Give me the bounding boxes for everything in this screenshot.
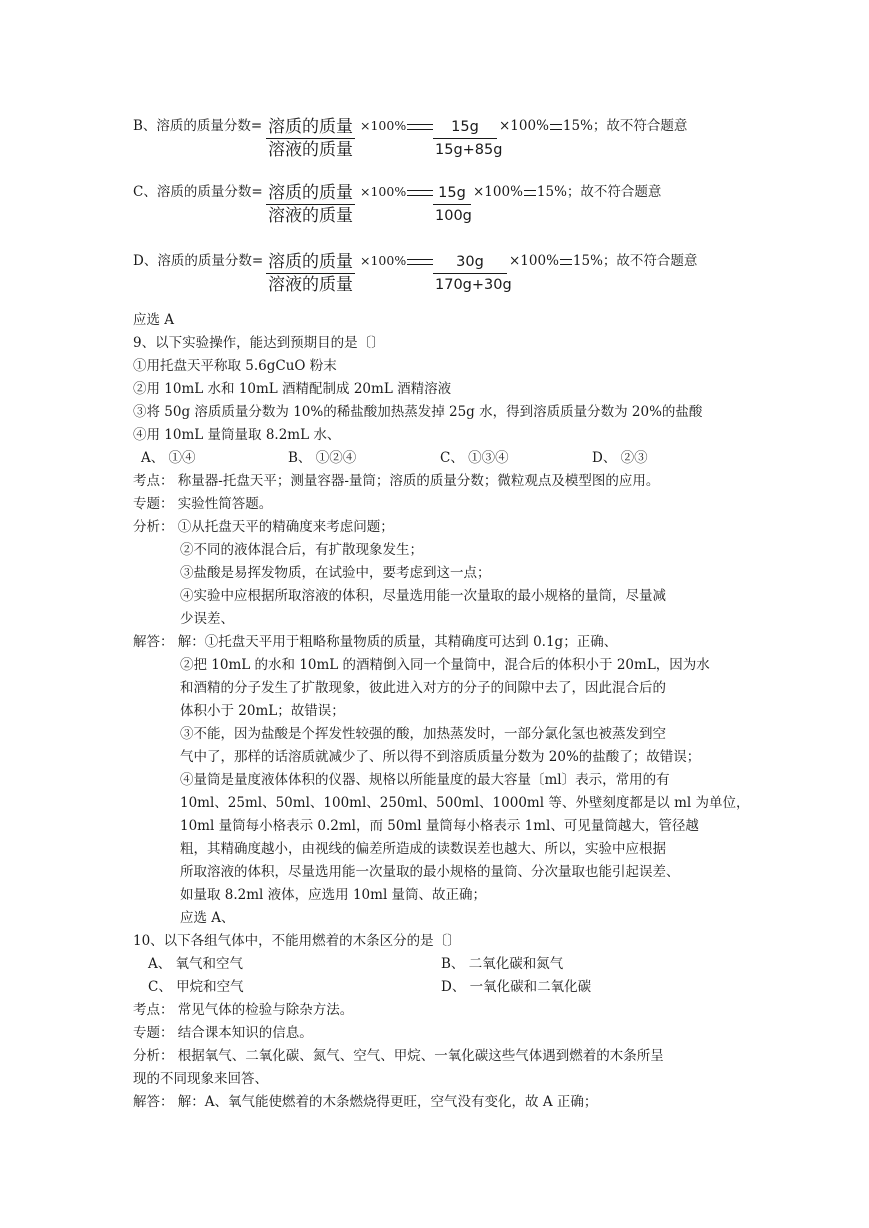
jieda-6: 气中了，那样的话溶质就减少了、所以得不到溶质质量分数为 20%的盐酸了；故错误； xyxy=(180,749,701,765)
jieda-9: 10ml 量筒每小格表示 0.2ml，而 50ml 量筒每小格表示 1ml、可见量筒越大，管径越 xyxy=(180,818,699,834)
jieda-10: 解答： 解：A、氧气能使燃着的木条燃烧得更旺，空气没有变化，故 A 正确； xyxy=(133,1094,598,1110)
question-10: 10、以下各组气体中，不能用燃着的木条区分的是〔〕 xyxy=(133,933,461,949)
formula-result: ×100% 15%；故不符合题意 xyxy=(499,118,688,134)
q10-option-b: B、 二氧化碳和氮气 xyxy=(441,956,564,972)
item-2: ②用 10mL 水和 10mL 酒精配制成 20mL 酒精溶液 xyxy=(133,381,452,397)
value-fraction xyxy=(433,251,512,296)
multiplier: ×100% xyxy=(360,116,434,136)
equals-sign xyxy=(524,190,536,196)
fenxi-10: 分析： 根据氧气、二氧化碳、氮气、空气、甲烷、一氧化碳这些气体遇到燃着的木条所呈 xyxy=(133,1048,664,1064)
fraction-numerator: 溶质的质量 xyxy=(268,183,353,203)
multiplier: ×100% xyxy=(360,251,434,271)
fraction-denominator: 15g+85g xyxy=(435,142,503,158)
zhuanti-10: 专题： 结合课本知识的信息。 xyxy=(133,1025,313,1041)
equals-sign xyxy=(550,124,562,130)
equals-sign xyxy=(407,124,433,130)
formula-lead: D、溶质的质量分数= xyxy=(133,253,264,269)
fenxi-10-2: 现的不同现象来回答、 xyxy=(133,1071,268,1087)
item-1: ①用托盘天平称取 5.6gCuO 粉末 xyxy=(133,358,337,374)
fenxi-4: ④实验中应根据所取溶液的体积，尽量选用能一次量取的最小规格的量筒，尽量减 xyxy=(180,588,666,604)
fraction-numerator: 溶质的质量 xyxy=(268,252,353,272)
q10-option-c: C、 甲烷和空气 xyxy=(148,979,244,995)
multiplier: ×100% xyxy=(360,182,434,202)
fraction-numerator: 30g xyxy=(433,251,507,274)
formula-result: ×100% 15%；故不符合题意 xyxy=(509,253,698,269)
formula-lead: C、溶质的质量分数= xyxy=(133,184,263,200)
fraction-numerator: 溶质的质量 xyxy=(268,117,353,137)
formula-d xyxy=(133,251,733,301)
jieda-8: 10ml、25ml、50ml、100ml、250ml、500ml、1000ml 等、外壁刻度都是以 ml 为单位， xyxy=(180,795,750,811)
value-fraction xyxy=(433,116,503,161)
fraction-denominator: 100g xyxy=(435,208,472,224)
jieda-12: 如量取 8.2ml 液体，应选用 10ml 量筒、故正确； xyxy=(180,887,487,903)
fenxi-2: ②不同的液体混合后，有扩散现象发生； xyxy=(180,542,423,558)
answer-a: 应选 A xyxy=(133,312,175,328)
formula-b xyxy=(133,116,733,166)
kaodian: 考点： 称量器-托盘天平；测量容器-量筒；溶质的质量分数；微粒观点及模型图的应用。 xyxy=(133,473,660,489)
item-4: ④用 10mL 量筒量取 8.2mL 水、 xyxy=(133,427,341,443)
q10-option-d: D、 一氧化碳和二氧化碳 xyxy=(441,979,592,995)
jieda-11: 所取溶液的体积，尽量选用能一次量取的最小规格的量筒、分次量取也能引起误差、 xyxy=(180,864,680,880)
fraction-numerator: 15g xyxy=(433,116,497,139)
question-9: 9、以下实验操作，能达到预期目的是〔〕 xyxy=(133,335,385,351)
jieda-3: 和酒精的分子发生了扩散现象，彼此进入对方的分子的间隙中去了，因此混合后的 xyxy=(180,680,666,696)
equals-sign xyxy=(407,259,433,265)
fraction-denominator: 170g+30g xyxy=(435,277,512,293)
zhuanti: 专题： 实验性简答题。 xyxy=(133,496,273,512)
fraction-numerator: 15g xyxy=(433,182,471,205)
option-a: A、 ①④ xyxy=(141,450,196,466)
jieda-5: ③不能，因为盐酸是个挥发性较强的酸，加热蒸发时，一部分氯化氢也被蒸发到空 xyxy=(180,726,666,742)
fraction-denominator: 溶液的质量 xyxy=(268,275,353,295)
mass-fraction-definition xyxy=(266,116,355,161)
formula-result: ×100% 15%；故不符合题意 xyxy=(473,184,662,200)
q10-option-a: A、 氧气和空气 xyxy=(148,956,244,972)
fenxi: 分析： ①从托盘天平的精确度来考虑问题； xyxy=(133,519,394,535)
option-d: D、 ②③ xyxy=(592,450,648,466)
option-b: B、 ①②④ xyxy=(288,450,357,466)
formula-lead: B、溶质的质量分数= xyxy=(133,118,263,134)
fenxi-3: ③盐酸是易挥发物质，在试验中，要考虑到这一点； xyxy=(180,565,491,581)
fraction-denominator: 溶液的质量 xyxy=(268,140,353,160)
jieda-10: 粗，其精确度越小，由视线的偏差所造成的读数误差也越大、所以，实验中应根据 xyxy=(180,841,666,857)
equals-sign xyxy=(560,259,572,265)
jieda-2: ②把 10mL 的水和 10mL 的酒精倒入同一个量筒中，混合后的体积小于 20mL，因为水 xyxy=(180,657,710,673)
formula-c xyxy=(133,182,733,232)
jieda-7: ④量筒是量度液体体积的仪器、规格以所能量度的最大容量〔ml〕表示，常用的有 xyxy=(180,772,670,788)
fenxi-5: 少误差、 xyxy=(180,611,234,627)
equals-sign xyxy=(407,190,433,196)
kaodian-10: 考点： 常见气体的检验与除杂方法。 xyxy=(133,1002,354,1018)
mass-fraction-definition xyxy=(266,182,355,227)
fraction-denominator: 溶液的质量 xyxy=(268,206,353,226)
mass-fraction-definition xyxy=(266,251,355,296)
option-c: C、 ①③④ xyxy=(440,450,509,466)
answer-a-2: 应选 A、 xyxy=(180,910,235,926)
item-3: ③将 50g 溶质质量分数为 10%的稀盐酸加热蒸发掉 25g 水，得到溶质质量分数为 20%的盐酸 xyxy=(133,404,703,420)
jieda: 解答： 解：①托盘天平用于粗略称量物质的质量，其精确度可达到 0.1g；正确、 xyxy=(133,634,618,650)
value-fraction xyxy=(433,182,471,227)
jieda-4: 体积小于 20mL；故错误； xyxy=(180,703,345,719)
